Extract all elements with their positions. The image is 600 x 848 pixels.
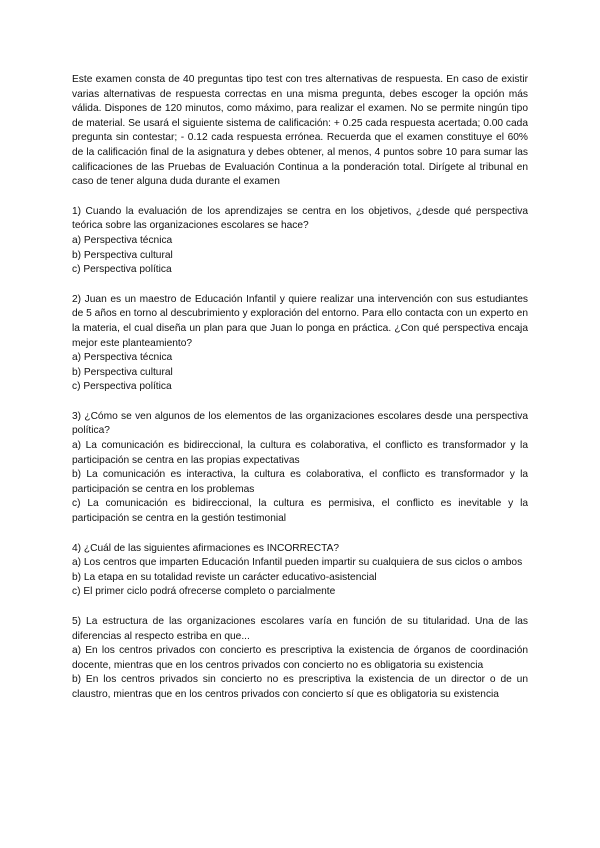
answer-option: b) La comunicación es interactiva, la cultura es colaborativa, el conflicto es transformador y la participación se centra en los problemas bbox=[72, 469, 528, 495]
answer-option: b) En los centros privados sin concierto no es prescriptiva la existencia de un director o de un claustro, mientras que en los centros privados con concierto sí que es obligatoria su existencia bbox=[72, 674, 528, 700]
exam-instructions: Este examen consta de 40 preguntas tipo test con tres alternativas de respuesta. En caso de existir varias alternativas de respuesta correctas en una misma pregunta, debes escoger la opción más válida. Dispones de 120 minutos, como máximo, para realizar el examen. No se permite ningún tipo de material. Se usará el siguiente sistema de calificación: + 0.25 cada respuesta acertada; 0.00 cada pregunta sin contestar; - 0.12 cada respuesta errónea. Recuerda que el examen constituye el 60% de la calificación final de la asignatura y debes obtener, al menos, 4 puntos sobre 10 para sumar las calificaciones de las Pruebas de Evaluación Continua a la ponderación total. Dirígete al tribunal en caso de tener alguna duda durante el examen bbox=[72, 74, 528, 188]
question-stem: 4) ¿Cuál de las siguientes afirmaciones es INCORRECTA? bbox=[72, 542, 340, 554]
question-stem: 2) Juan es un maestro de Educación Infantil y quiere realizar una intervención con sus estudiantes de 5 años en torno al descubrimiento y exploración del entorno. Para ello contacta con un experto en la materia, el cual diseña un plan para que Juan lo ponga en práctica. ¿Con qué perspectiva encaja mejor este planteamiento? bbox=[72, 293, 528, 349]
question-2 bbox=[72, 293, 528, 395]
answer-option: c) Perspectiva política bbox=[72, 264, 172, 276]
question-stem: 1) Cuando la evaluación de los aprendizajes se centra en los objetivos, ¿desde qué perspectiva teórica sobre las organizaciones escolares se hace? bbox=[72, 205, 528, 232]
answer-option: a) La comunicación es bidireccional, la cultura es colaborativa, el conflicto es transformador y la participación se centra en las propias expectativas bbox=[72, 440, 528, 466]
answer-option: b) Perspectiva cultural bbox=[72, 366, 173, 378]
question-3 bbox=[72, 410, 528, 527]
answer-option: a) Los centros que imparten Educación Infantil pueden impartir su cualquiera de sus ciclos o ambos bbox=[72, 557, 523, 569]
answer-option: c) La comunicación es bidireccional, la cultura es permisiva, el conflicto es inevitable y la participación se centra en la gestión testimonial bbox=[72, 498, 528, 525]
answer-option: c) El primer ciclo podrá ofrecerse completo o parcialmente bbox=[72, 586, 336, 598]
answer-option: a) Perspectiva técnica bbox=[72, 234, 173, 246]
question-5 bbox=[72, 615, 528, 703]
answer-option: a) Perspectiva técnica bbox=[72, 352, 173, 364]
answer-option: a) En los centros privados con concierto es prescriptiva la existencia de órganos de coordinación docente, mientras que en los centros privados con concierto no es obligatoria su existencia bbox=[72, 645, 528, 671]
question-1 bbox=[72, 205, 528, 278]
question-4 bbox=[72, 542, 528, 600]
exam-page bbox=[72, 73, 528, 703]
answer-option: c) Perspectiva política bbox=[72, 381, 172, 393]
answer-option: b) Perspectiva cultural bbox=[72, 249, 173, 261]
question-stem: 3) ¿Cómo se ven algunos de los elementos de las organizaciones escolares desde una perspectiva política? bbox=[72, 410, 528, 437]
answer-option: b) La etapa en su totalidad reviste un carácter educativo-asistencial bbox=[72, 571, 377, 583]
question-stem: 5) La estructura de las organizaciones escolares varía en función de su titularidad. Una de las diferencias al respecto estriba en que... bbox=[72, 616, 528, 642]
